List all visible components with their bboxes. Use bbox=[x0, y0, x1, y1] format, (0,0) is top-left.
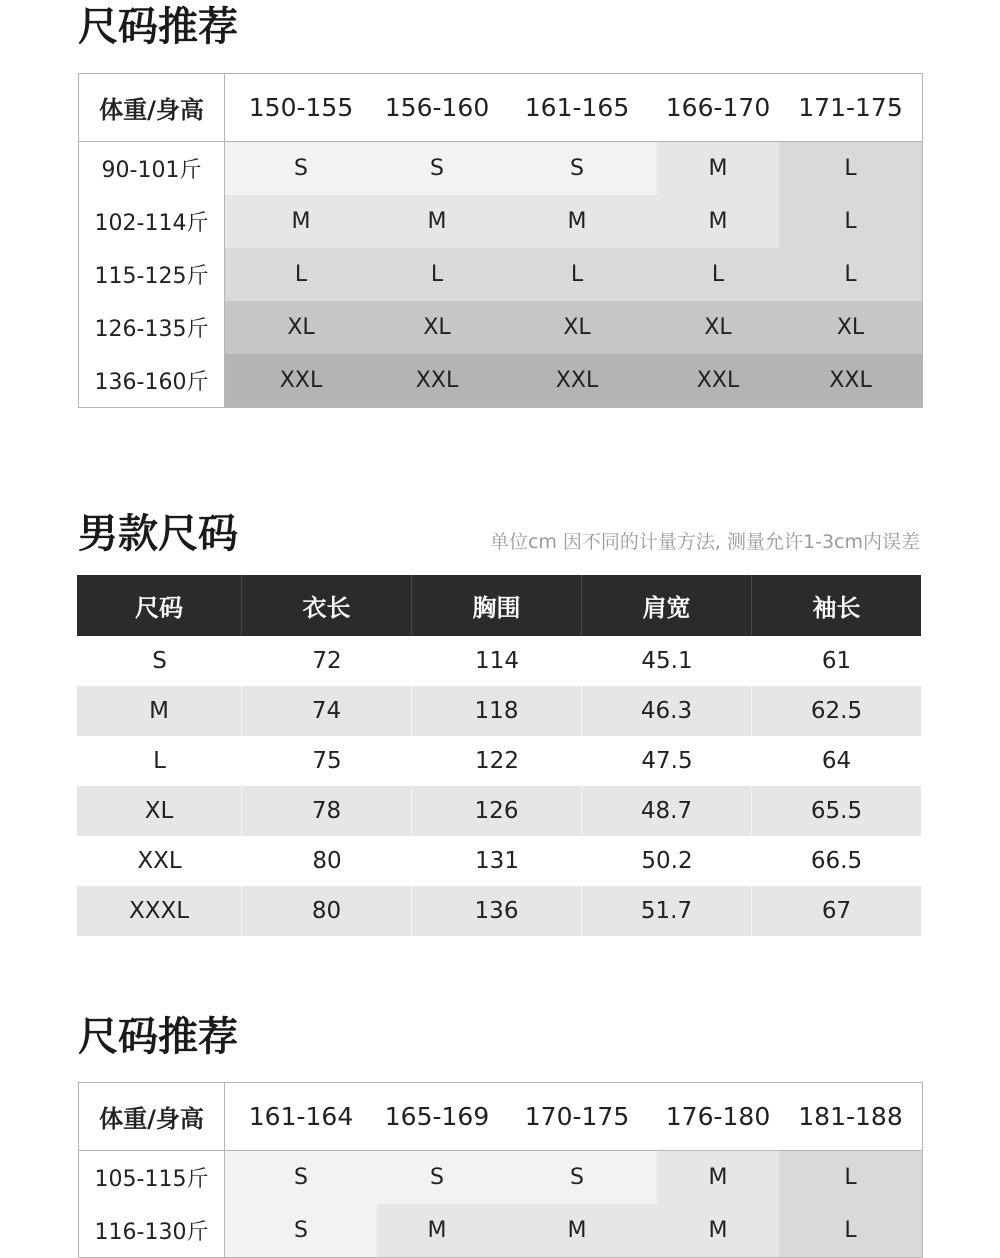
table-cell: 51.7 bbox=[582, 886, 752, 936]
size-cell: M bbox=[657, 1151, 779, 1204]
column-header: 袖长 bbox=[812, 594, 861, 622]
height-header: 165-169 bbox=[384, 1102, 490, 1131]
table-row bbox=[79, 1151, 922, 1204]
section-title-recommend-2: 尺码推荐 bbox=[78, 1014, 238, 1060]
section-title-mens: 男款尺码 bbox=[78, 511, 238, 557]
size-cell: M bbox=[497, 195, 657, 248]
table-cell: XXL bbox=[137, 848, 182, 874]
column-header: 尺码 bbox=[77, 575, 242, 636]
height-header: 161-164 bbox=[248, 1102, 354, 1131]
size-cell: XXL bbox=[377, 354, 497, 407]
size-cell: L bbox=[779, 1151, 922, 1204]
table-cell: 118 bbox=[412, 686, 582, 736]
table-cell: XL bbox=[77, 786, 242, 836]
height-header: 170-175 bbox=[524, 1102, 630, 1131]
size-cell: M bbox=[377, 1204, 497, 1257]
mens-size-table bbox=[77, 575, 921, 936]
corner-header-weight-height: 体重/身高 bbox=[79, 1083, 225, 1150]
size-cell: XXL bbox=[225, 354, 377, 407]
table-cell: 80 bbox=[242, 886, 412, 936]
table-row bbox=[77, 686, 921, 736]
table-cell: 45.1 bbox=[641, 648, 693, 674]
size-cell: M bbox=[657, 195, 779, 248]
table-cell: 64 bbox=[821, 748, 852, 774]
size-cell: M bbox=[225, 195, 377, 248]
weight-label: 116-130斤 bbox=[79, 1204, 225, 1257]
size-cell: XL bbox=[779, 301, 922, 354]
table-row bbox=[79, 301, 922, 354]
table-cell: 50.2 bbox=[641, 848, 693, 874]
size-cell: L bbox=[377, 248, 497, 301]
size-cell: XXL bbox=[779, 354, 922, 407]
table-row bbox=[79, 195, 922, 248]
table-header-row bbox=[77, 575, 921, 636]
table-row bbox=[77, 636, 921, 686]
table-header-row bbox=[79, 74, 922, 142]
table-cell: 48.7 bbox=[582, 786, 752, 836]
size-cell: S bbox=[225, 1151, 377, 1204]
size-cell: XL bbox=[657, 301, 779, 354]
size-cell: XL bbox=[497, 301, 657, 354]
table-cell: 131 bbox=[475, 848, 519, 874]
table-cell: 74 bbox=[242, 686, 412, 736]
section-title-recommend: 尺码推荐 bbox=[78, 4, 238, 50]
table-row bbox=[79, 142, 922, 195]
table-header-row bbox=[79, 1083, 922, 1151]
weight-label: 136-160斤 bbox=[79, 354, 225, 407]
table-cell: 61 bbox=[821, 648, 852, 674]
table-cell: 46.3 bbox=[582, 686, 752, 736]
height-header: 161-165 bbox=[524, 93, 630, 122]
height-header: 156-160 bbox=[384, 93, 490, 122]
size-cell: L bbox=[779, 248, 922, 301]
table-cell: 72 bbox=[312, 648, 342, 674]
table-cell: 122 bbox=[475, 748, 519, 774]
size-recommendation-table-2 bbox=[78, 1082, 923, 1258]
table-row bbox=[77, 736, 921, 786]
size-cell: L bbox=[225, 248, 377, 301]
weight-label: 90-101斤 bbox=[79, 142, 225, 195]
table-row bbox=[77, 836, 921, 886]
weight-label: 126-135斤 bbox=[79, 301, 225, 354]
size-recommendation-table bbox=[78, 73, 923, 408]
corner-header-weight-height: 体重/身高 bbox=[79, 74, 225, 141]
size-cell: S bbox=[225, 1204, 377, 1257]
size-cell: L bbox=[497, 248, 657, 301]
size-cell: S bbox=[225, 142, 377, 195]
table-row bbox=[79, 248, 922, 301]
height-header: 181-188 bbox=[798, 1102, 903, 1131]
table-cell: 65.5 bbox=[810, 798, 863, 824]
size-cell: XL bbox=[225, 301, 377, 354]
table-cell: 114 bbox=[475, 648, 519, 674]
size-cell: L bbox=[779, 142, 922, 195]
size-cell: L bbox=[779, 1204, 922, 1257]
table-cell: 78 bbox=[242, 786, 412, 836]
size-cell: XXL bbox=[657, 354, 779, 407]
size-cell: S bbox=[377, 142, 497, 195]
table-row bbox=[77, 886, 921, 936]
table-cell: 136 bbox=[412, 886, 582, 936]
height-header: 166-170 bbox=[665, 93, 771, 122]
weight-label: 105-115斤 bbox=[79, 1151, 225, 1204]
table-cell: 66.5 bbox=[810, 848, 863, 874]
size-cell: M bbox=[497, 1204, 657, 1257]
size-cell: L bbox=[779, 195, 922, 248]
size-cell: M bbox=[377, 195, 497, 248]
weight-label: 102-114斤 bbox=[79, 195, 225, 248]
size-cell: M bbox=[657, 142, 779, 195]
size-cell: M bbox=[657, 1204, 779, 1257]
table-row bbox=[79, 354, 922, 407]
table-cell: 75 bbox=[312, 748, 342, 774]
table-cell: 80 bbox=[312, 848, 342, 874]
size-cell: XXL bbox=[497, 354, 657, 407]
table-cell: XXXL bbox=[77, 886, 242, 936]
table-cell: 67 bbox=[821, 898, 852, 924]
height-header: 176-180 bbox=[665, 1102, 771, 1131]
column-header: 肩宽 bbox=[582, 575, 752, 636]
measurement-note: 单位cm 因不同的计量方法, 测量允许1-3cm内误差 bbox=[489, 531, 920, 553]
height-header: 150-155 bbox=[248, 93, 354, 122]
size-cell: S bbox=[377, 1151, 497, 1204]
height-header: 171-175 bbox=[798, 93, 903, 122]
table-cell: S bbox=[152, 648, 167, 674]
column-header: 衣长 bbox=[242, 575, 412, 636]
table-cell: L bbox=[153, 748, 166, 774]
table-cell: M bbox=[77, 686, 242, 736]
table-cell: 47.5 bbox=[641, 748, 693, 774]
weight-label: 115-125斤 bbox=[79, 248, 225, 301]
table-row bbox=[79, 1204, 922, 1257]
column-header: 胸围 bbox=[412, 575, 582, 636]
table-row bbox=[77, 786, 921, 836]
table-cell: 126 bbox=[412, 786, 582, 836]
size-cell: XL bbox=[377, 301, 497, 354]
size-cell: S bbox=[497, 1151, 657, 1204]
size-cell: S bbox=[497, 142, 657, 195]
size-cell: L bbox=[657, 248, 779, 301]
table-cell: 62.5 bbox=[810, 698, 863, 724]
